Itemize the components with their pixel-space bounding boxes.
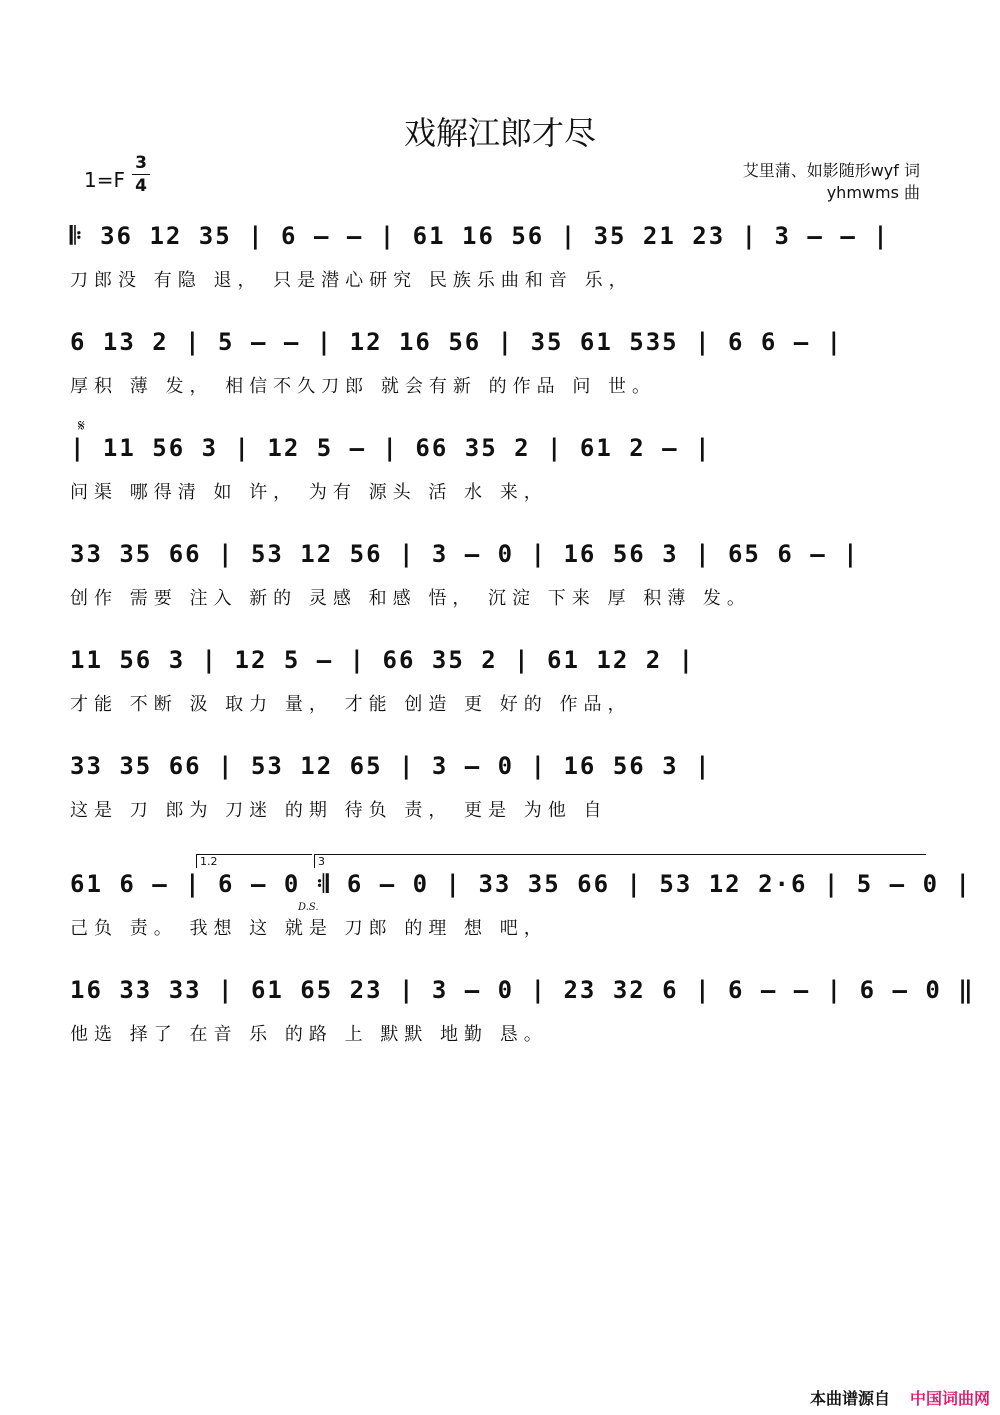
- notes-line: 61 6 – | 6 – 0 𝄇 6 – 0 | 33 35 66 | 53 12 2·6 | 5 – 0 |: [70, 870, 972, 898]
- volta-1-2: 1.2: [196, 854, 312, 868]
- key-signature: 1=F: [84, 168, 125, 192]
- volta-3: 3: [314, 854, 926, 868]
- ds-marking: D.S.: [298, 902, 319, 913]
- lyrics-line: 厚积 薄 发， 相信不久刀郎 就会有新 的作品 问 世。: [70, 376, 657, 397]
- notes-line: 33 35 66 | 53 12 56 | 3 – 0 | 16 56 3 | 65 6 – |: [70, 540, 860, 568]
- lyrics-line: 问渠 哪得清 如 许， 为有 源头 活 水 来，: [70, 482, 548, 503]
- notes-line: 𝄆 36 12 35 | 6 – – | 61 16 56 | 35 21 23 | 3 – – |: [70, 222, 890, 250]
- notes-line: 16 33 33 | 61 65 23 | 3 – 0 | 23 32 6 | 6 – – | 6 – 0 ‖: [70, 976, 975, 1004]
- notes-line: | 11 56 3 | 12 5 – | 66 35 2 | 61 2 – |: [70, 434, 712, 462]
- footer: [810, 1386, 990, 1409]
- lyrics-line: 刀郎没 有隐 退， 只是潜心研究 民族乐曲和音 乐，: [70, 270, 633, 291]
- time-signature: [132, 153, 150, 196]
- lyrics-line: 创作 需要 注入 新的 灵感 和感 悟， 沉淀 下来 厚 积薄 发。: [70, 588, 751, 609]
- notes-line: 6 13 2 | 5 – – | 12 16 56 | 35 61 535 | 6 6 – |: [70, 328, 844, 356]
- lyrics-line: 这是 刀 郎为 刀迷 的期 待负 责， 更是 为他 自: [70, 800, 608, 821]
- time-denominator: 4: [135, 176, 147, 196]
- notes-line: 11 56 3 | 12 5 – | 66 35 2 | 61 12 2 |: [70, 646, 696, 674]
- composer: yhmwms 曲: [826, 183, 920, 202]
- notes-line: 33 35 66 | 53 12 65 | 3 – 0 | 16 56 3 |: [70, 752, 712, 780]
- time-numerator: 3: [135, 153, 147, 173]
- lyricist: 艾里蒲、如影随形wyf 词: [742, 161, 920, 180]
- segno-icon: 𝄋: [78, 416, 85, 435]
- page-title: 戏解江郎才尽: [403, 114, 596, 152]
- lyrics-line: 己负 责。 我想 这 就是 刀郎 的理 想 吧，: [70, 918, 548, 939]
- footer-source: 本曲谱源自: [809, 1389, 890, 1408]
- lyrics-line: 他选 择了 在音 乐 的路 上 默默 地勤 恳。: [70, 1024, 548, 1045]
- footer-site[interactable]: 中国词曲网: [909, 1389, 990, 1408]
- lyrics-line: 才能 不断 汲 取力 量， 才能 创造 更 好的 作品，: [70, 694, 632, 715]
